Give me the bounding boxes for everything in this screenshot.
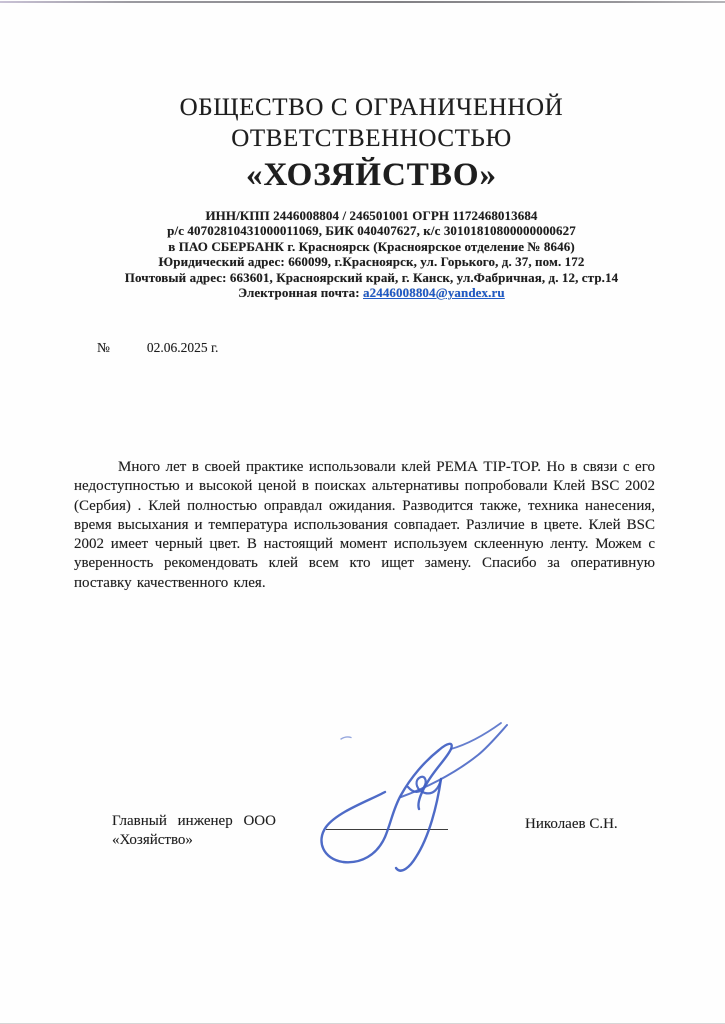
requisites-line-postal-address: Почтовый адрес: 663601, Красноярский край, г. Канск, ул.Фабричная, д. 12, стр.14 xyxy=(124,269,619,285)
requisites-line-inn: ИНН/КПП 2446008804 / 246501001 ОГРН 1172468013684 xyxy=(205,208,538,223)
signer-position xyxy=(112,812,302,850)
email-line xyxy=(18,285,725,300)
org-type-line1: ОБЩЕСТВО С ОГРАНИЧЕННОЙ xyxy=(179,94,564,121)
company-name: «ХОЗЯЙСТВО» xyxy=(245,157,497,193)
reference-number-sign: № xyxy=(97,340,110,355)
email-link[interactable]: a2446008804@yandex.ru xyxy=(363,285,505,301)
org-type-line2: ОТВЕТСТВЕННОСТЬЮ xyxy=(231,125,512,152)
handwritten-signature xyxy=(313,716,511,888)
email-label: Электронная почта: xyxy=(238,285,364,301)
signer-position-line2: «Хозяйство» xyxy=(112,832,193,848)
letterhead xyxy=(0,92,725,300)
requisites-line-bank: в ПАО СБЕРБАНК г. Красноярск (Красноярское отделение № 8646) xyxy=(168,238,575,254)
signer-position-line1: Главный инженер ООО xyxy=(112,813,276,829)
requisites-line-legal-address: Юридический адрес: 660099, г.Красноярск, ул. Горького, д. 37, пом. 172 xyxy=(158,254,585,270)
signer-name: Николаев С.Н. xyxy=(525,816,618,832)
requisites-line-account: р/с 40702810431000011069, БИК 040407627, к/с 30101810800000000627 xyxy=(167,223,576,239)
requisites-block xyxy=(18,208,725,300)
reference-date: 02.06.2025 г. xyxy=(146,340,219,355)
body-paragraph: Много лет в своей практике использовали клей РЕМА TIP-TOP. Но в связи с его недоступностью и высокой ценой в поисках альтернативы попробовали Клей BSC 2002 (Сербия) . Клей полностью оправдал ожидания. Разводится также, техника нанесения, время высыхания и температура использования совпадает. Различие в цвете. Клей BSC 2002 имеет черный цвет. В настоящий момент используем склеенную ленту. Можем с уверенность рекомендовать клей всем кто ищет замену. Спасибо за оперативную поставку качественного клея. xyxy=(74,459,655,591)
scan-top-edge xyxy=(0,1,725,3)
reference-row xyxy=(97,340,218,356)
